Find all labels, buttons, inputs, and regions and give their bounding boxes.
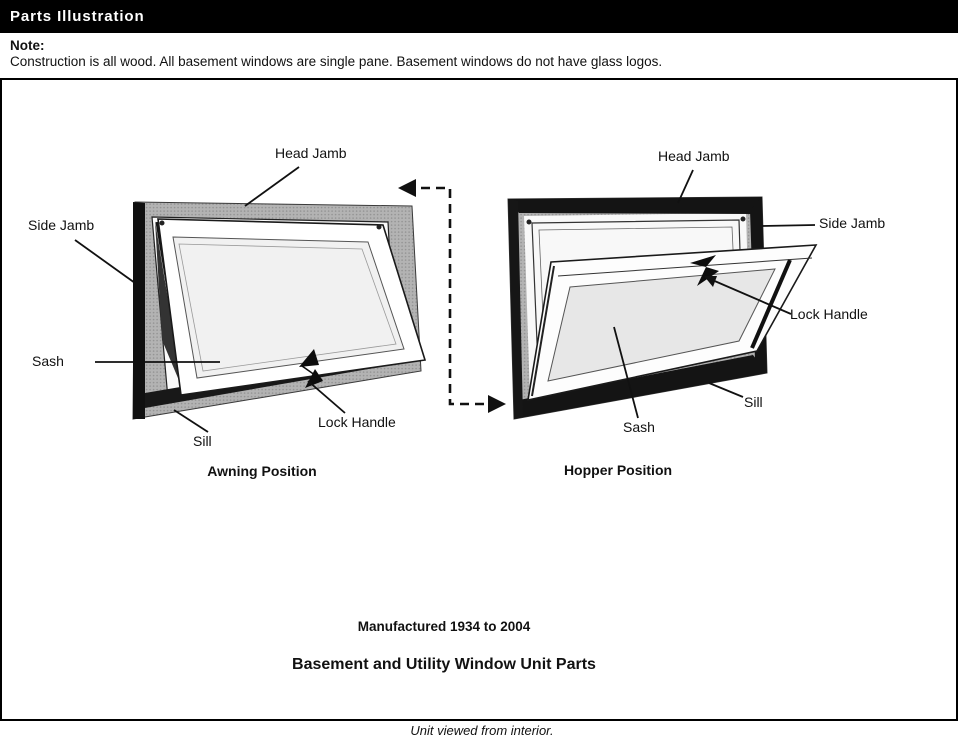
title-bar — [0, 0, 958, 33]
note-section — [0, 33, 958, 80]
label-awning-head-jamb: Head Jamb — [275, 145, 347, 161]
label-awning-sill: Sill — [193, 433, 212, 449]
hopper-left-latch-keeper — [527, 220, 532, 225]
document-title: Basement and Utility Window Unit Parts — [292, 656, 596, 673]
awning-left-hinge-pivot — [160, 221, 165, 226]
label-hopper-sill: Sill — [744, 394, 763, 410]
leader-awning-head-jamb — [245, 167, 299, 206]
awning-right-hinge-pivot — [377, 225, 382, 230]
caption-hopper-position: Hopper Position — [563, 462, 673, 478]
label-hopper-sash: Sash — [623, 419, 655, 435]
leader-awning-sill — [174, 410, 208, 432]
leader-awning-side-jamb — [75, 240, 135, 283]
view-note-text: Unit viewed from interior. — [410, 723, 554, 738]
leader-hopper-side-jamb — [762, 225, 815, 226]
label-hopper-lock-handle: Lock Handle — [790, 306, 868, 322]
hopper-right-latch-keeper — [741, 217, 746, 222]
arrowhead-right-icon — [488, 395, 506, 413]
awning-window-illustration — [133, 202, 425, 419]
manufactured-range-text: Manufactured 1934 to 2004 — [357, 619, 531, 634]
hopper-window-illustration — [508, 197, 816, 419]
awning-left-jamb-edge — [133, 202, 145, 419]
hopper-head-jamb-band — [508, 197, 762, 214]
page-title: Parts Illustration — [10, 8, 145, 25]
caption-awning-position: Awning Position — [207, 463, 317, 479]
label-awning-sash: Sash — [32, 353, 64, 369]
label-awning-lock-handle: Lock Handle — [318, 414, 396, 430]
leader-hopper-sill — [709, 383, 743, 397]
arrowhead-left-icon — [398, 179, 416, 197]
label-hopper-head-jamb: Head Jamb — [658, 148, 730, 164]
note-text: Construction is all wood. All basement windows are single pane. Basement windows do not have glass logos. — [10, 54, 663, 69]
note-label: Note: — [10, 38, 45, 53]
label-awning-side-jamb: Side Jamb — [28, 217, 95, 233]
label-hopper-side-jamb: Side Jamb — [819, 215, 886, 231]
